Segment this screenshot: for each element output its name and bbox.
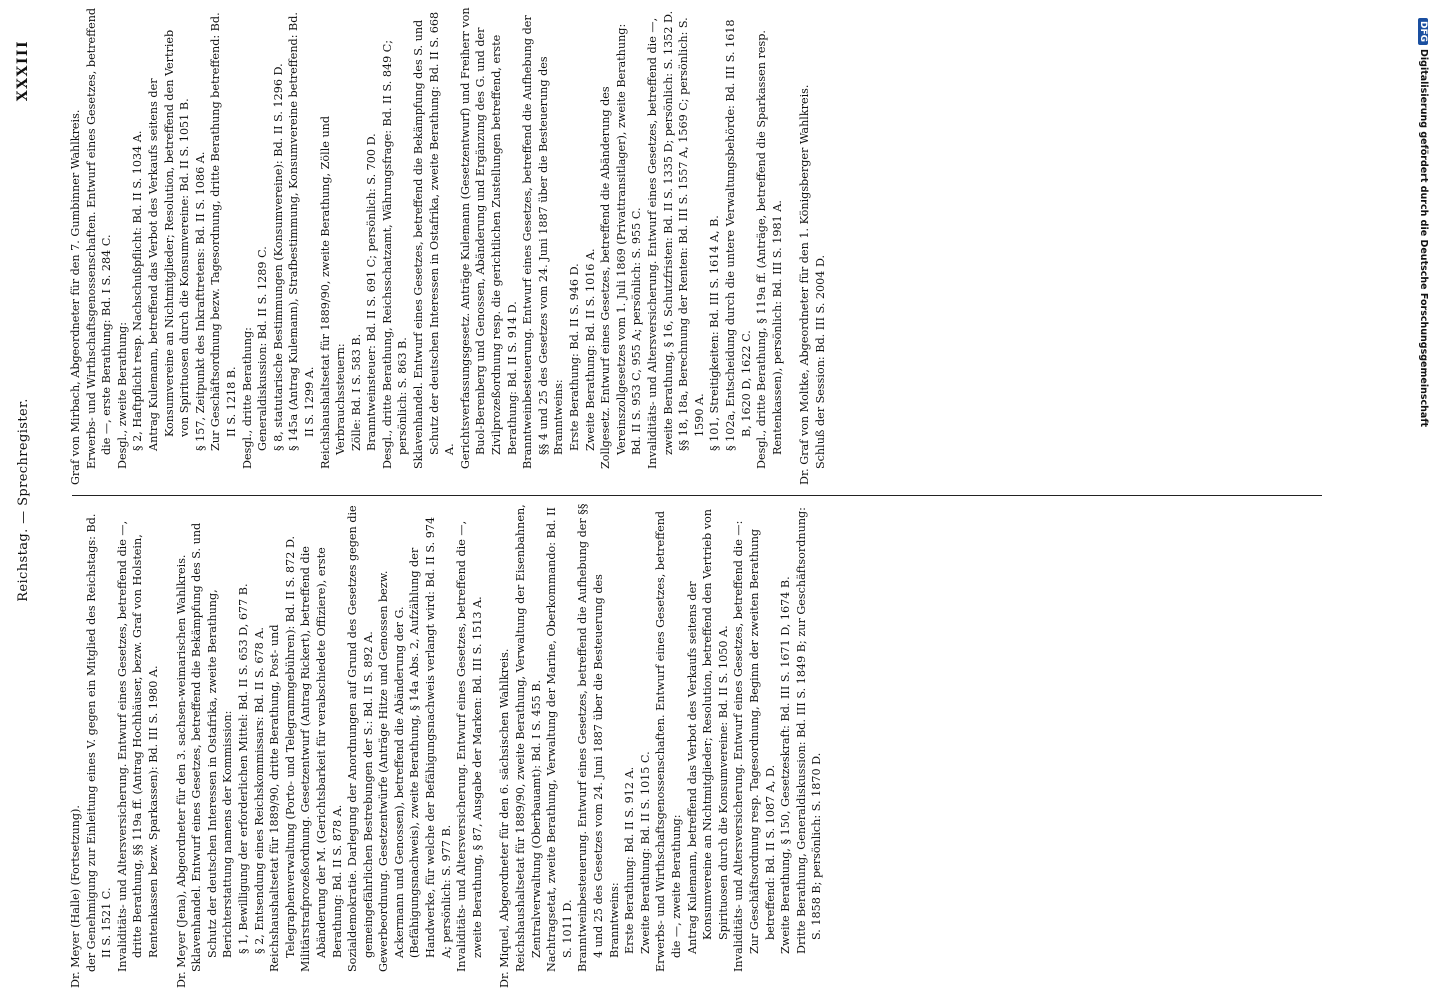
entry-line: Sozialdemokratie. Darlegung der Anordnungen auf Grund des Gesetzes gegen die gemeingefährlichen Bestrebungen der S.: Bd. II S. 892 A. [346, 505, 375, 972]
entry-line: § 101, Streitigkeiten: Bd. III S. 1614 A, B. [708, 215, 722, 451]
entry-line: Erwerbs- und Wirthschaftsgenossenschaften. Entwurf eines Gesetzes, betreffend die —, zweite Berathung: [654, 510, 683, 972]
entry-line: Sklavenhandel. Entwurf eines Gesetzes, betreffend die Bekämpfung des S. und Schutz der deutschen Interessen in Ostafrika, zweite Berathung: Bd. II S. 668 A. [412, 11, 457, 469]
sidebar-credit [1415, 18, 1429, 978]
entry-line: Nachtragsetat, zweite Berathung, Verwaltung der Marine, Oberkommando: Bd. II S. 1011 D. [545, 507, 574, 972]
entry-line: Generaldiskussion: Bd. II S. 1289 C. [256, 246, 270, 451]
entry-name: Dr. Meyer (Halle) (Fortsetzung). [69, 805, 82, 988]
entry-line: Militärstrafprozeßordnung. Gesetzentwurf (Antrag Rickert), betreffend die Abänderung der M. (Gerichtsbarkeit für verabschiedete Offiziere), erste Berathung: Bd. II S. 878 A. [299, 546, 344, 972]
entry-line: § 157, Zeitpunkt des Inkrafttretens: Bd. II S. 1086 A. [193, 151, 207, 451]
entry-line: Erste Berathung: Bd. II S. 946 D. [568, 263, 581, 451]
entry-line: Invaliditäts- und Altersversicherung. Entwurf eines Gesetzes, betreffend die —, zweite Berathung, § 87, Ausgabe der Marken: Bd. III S. 1513 A. [455, 520, 484, 972]
entry-line: Zur Geschäftsordnung bezw. Tagesordnung, dritte Berathung betreffend: Bd. II S. 1218 B. [209, 12, 238, 451]
register-entry [797, 7, 828, 485]
entry-line: Zweite Berathung: Bd. II S. 1016 A. [583, 248, 597, 451]
dfg-logo: DFG [1418, 18, 1428, 45]
running-head: Reichstag. — Sprechregister. [16, 398, 31, 602]
entry-line: Reichshaushaltsetat für 1889/90, zweite Berathung, Zölle und Verbrauchssteuern: [318, 115, 348, 469]
entry-line: § 1, Bewilligung der erforderlichen Mittel: Bd. II S. 653 D, 677 B. [236, 583, 250, 954]
entry-line: Gewerbeordnung. Gesetzentwürfe (Anträge Hitze und Genossen bezw. Ackermann und Genossen), betreffend die Abänderung der G. (Befähigungsnachweis), zweite Berathung, § 14a Abs. 2, Aufzählung der Handwerke, für welche der Befähigungsnachweis verlangt wird: Bd. II S. 974 A; persönlich: S. 977 B. [377, 516, 453, 972]
entry-line: Zur Geschäftsordnung resp. Tagesordnung, Beginn der zweiten Berathung betreffend: Bd. II S. 1087 A, D. [747, 528, 777, 954]
entry-line: Antrag Kulemann, betreffend das Verbot des Verkaufs seitens der Konsumvereine an Nichtmitglieder; Resolution, betreffend den Vertrieb von Spirituosen durch die Konsumvereine: Bd. II S. 1051 B. [146, 29, 192, 451]
entry-name: Graf von Mirbach, Abgeordneter für den 7. Gumbinner Wahlkreis. [69, 109, 82, 485]
entry-line: Zweite Berathung: Bd. II S. 1015 C. [638, 751, 652, 954]
entry-line: Reichshaushaltsetat für 1889/90, zweite Berathung, Verwaltung der Eisenbahnen, Zentralverwaltung (Oberbauamt): Bd. I S. 455 B. [514, 504, 543, 972]
entry-line: §§ 18, 18a, Berechnung der Renten: Bd. III S. 1557 A, 1569 C; persönlich: S. 1590 A. [677, 17, 706, 451]
entry-line: Desgl., zweite Berathung: [115, 322, 129, 469]
entry-line: Erwerbs- und Wirthschaftsgenossenschaften. Entwurf eines Gesetzes, betreffend die —, erste Berathung: Bd. I S. 284 C. [84, 7, 114, 469]
page-header [16, 40, 40, 960]
entry-name: Dr. Miquel, Abgeordneter für den 6. sächsischen Wahlkreis. [498, 648, 512, 988]
entry-line: § 145a (Antrag Kulemann), Strafbestimmung, Konsumvereine betreffend: Bd. II S. 1299 A. [287, 12, 316, 451]
entry-line: Branntweinsteuer: Bd. II S. 691 C; persönlich: S. 700 D. [365, 133, 379, 451]
entry-line: Sklavenhandel. Entwurf eines Gesetzes, betreffend die Bekämpfung des S. und Schutz der deutschen Interessen in Ostafrika, zweite Berathung, Berichterstattung namens der Kommission: [190, 522, 235, 972]
entry-line: § 2, Haftpflicht resp. Nachschußpflicht: Bd. II S. 1034 A. [131, 130, 145, 451]
entry-line: Invaliditäts- und Altersversicherung. Entwurf eines Gesetzes, betreffend die —, zweite Berathung, § 16, Schutzfristen: Bd. II S. 1335 D; persönlich: S. 1352 D. [645, 10, 675, 469]
left-column [68, 503, 1348, 988]
entry-line: der Genehmigung zur Einleitung eines V. gegen ein Mitglied des Reichstags: Bd. II S. 1521 C. [84, 513, 114, 972]
page-number: XXXIII [15, 40, 31, 102]
register-entry [174, 503, 486, 988]
column-divider [72, 495, 1322, 496]
register-entry [68, 503, 162, 988]
entry-line: Invaliditäts- und Altersversicherung. Entwurf eines Gesetzes, betreffend die —: [732, 520, 746, 972]
entry-line: Dritte Berathung, Generaldiskussion: Bd. III S. 1849 B; zur Geschäftsordnung: S. 1858 B; persönlich: S. 1870 D. [794, 507, 824, 954]
entry-line: Erste Berathung: Bd. II S. 912 A. [623, 766, 637, 954]
entry-line: Desgl., dritte Berathung: [240, 327, 254, 469]
entry-line: § 2, Entsendung eines Reichskommissars: Bd. II S. 678 A. [252, 627, 266, 954]
entry-line: Antrag Kulemann, betreffend das Verbot des Verkaufs seitens der Konsumvereine an Nichtmitglieder; Resolution, betreffend den Vertrieb von Spirituosen durch die Konsumvereine: Bd. II S. 1050 A. [685, 508, 730, 954]
entry-line: § 8, statutarische Bestimmungen (Konsumvereine): Bd. II S. 1296 D. [271, 63, 285, 451]
entry-name: Dr. Meyer (Jena), Abgeordneter für den 3. sachsen-weimarischen Wahlkreis. [174, 554, 188, 988]
register-entry [68, 7, 785, 485]
entry-name: Dr. Graf von Moltke, Abgeordneter für den 1. Königsberger Wahlkreis. [798, 84, 812, 485]
register-entry [497, 503, 824, 988]
digitization-sidebar [1415, 18, 1429, 978]
entry-line: Invaliditäts- und Altersversicherung. Entwurf eines Gesetzes, betreffend die —, dritte Berathung, §§ 119a ff. (Antrag Hochhäuser, bezw. Graf von Holstein, Rentenkassen bezw. Sparkassen): Bd. III S. 1980 A. [115, 520, 160, 972]
entry-line: Branntweinbesteuerung. Entwurf eines Gesetzes, betreffend die Aufhebung der §§ 4 und 25 des Gesetzes vom 24. Juni 1887 über die Besteuerung des Branntweins: [521, 15, 566, 469]
sidebar-credit-text: Digitalisierung gefördert durch die Deutsche Forschungsgemeinschaft [1418, 49, 1429, 427]
entry-line: Desgl., dritte Berathung, Reichsschatzamt, Währungsfrage: Bd. II S. 849 C; persönlich: S. 863 B. [380, 39, 410, 469]
entry-line: Desgl., dritte Berathung, § 119a ff. (Anträge, betreffend die Sparkassen resp. Rentenkassen), persönlich: Bd. III S. 1981 A. [755, 30, 784, 469]
entry-line: Schluß der Session: Bd. III S. 2004 D. [813, 254, 827, 469]
entry-line: Zölle: Bd. I S. 583 B. [349, 333, 363, 451]
entry-line: Branntweinbesteuerung. Entwurf eines Gesetzes, betreffend die Aufhebung der §§ 4 und 25 des Gesetzes vom 24. Juni 1887 über die Besteuerung des Branntweins: [576, 503, 621, 972]
entry-line: § 102a, Entscheidung durch die untere Verwaltungsbehörde: Bd. III S. 1618 B, 1620 D, 1622 C. [723, 19, 753, 451]
entry-line: Reichshaushaltsetat für 1889/90, dritte Berathung, Post- und Telegraphenverwaltung (Porto- und Telegrammgebühren): Bd. II S. 872 D. [268, 535, 297, 972]
right-column [68, 7, 1348, 485]
entry-line: Zollgesetz. Entwurf eines Gesetzes, betreffend die Abänderung des Vereinszollgesetzes vom 1. Juli 1869 (Privattransitlager), zweite Berathung: Bd. II S. 953 C, 955 A; persönlich: S. 955 C. [599, 23, 644, 469]
entry-line: Gerichtsverfassungsgesetz. Anträge Kulemann (Gesetzentwurf) und Freiherr von Buol-Berenberg und Genossen, Abänderung und Ergänzung des G. und der Zivilprozeßordnung resp. die gerichtlichen Zustellungen betreffend, erste Berathung: Bd. II S. 914 D. [458, 7, 519, 469]
entry-line: Zweite Berathung, § 150, Gesetzeskraft: Bd. III S. 1671 D, 1674 B. [779, 576, 793, 954]
